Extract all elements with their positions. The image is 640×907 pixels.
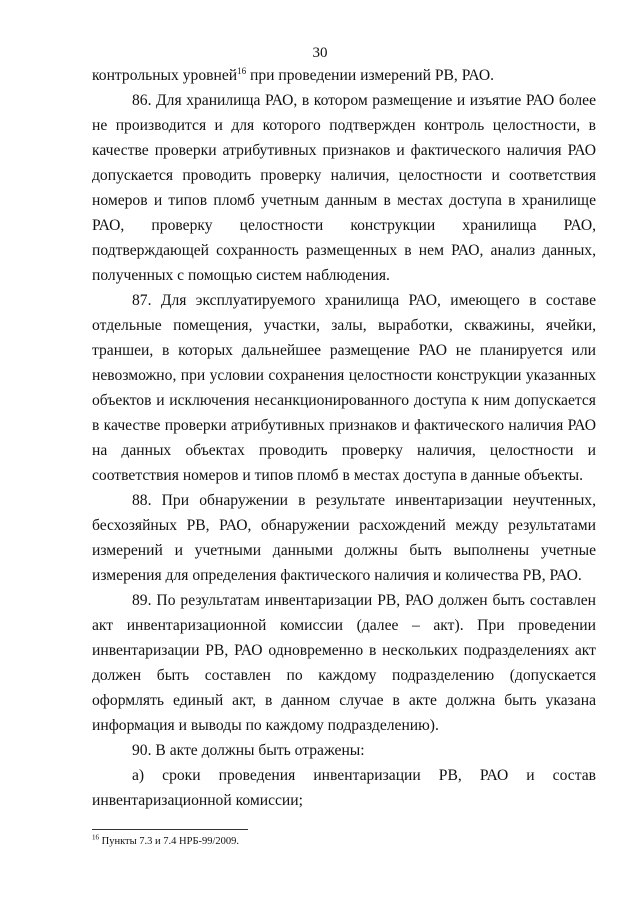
page-number: 30 bbox=[312, 45, 328, 61]
continuation-text-end: при проведении измерений РВ, РАО. bbox=[246, 67, 495, 84]
footnote bbox=[92, 835, 596, 849]
footnote-reference[interactable]: 16 bbox=[237, 65, 247, 76]
paragraph-86: 86. Для хранилища РАО, в котором размещение и изъятие РАО более не производится и для которого подтвержден контроль целостности, в качестве проверки атрибутивных признаков и фактического наличия РАО допускается проводить проверку наличия, целостности и соответствия номеров и типов пломб учетным данным в местах доступа в хранилище РАО, проверку целостности конструкции хранилища РАО, подтверждающей сохранность размещенных в нем РАО, анализ данных, полученных с помощью систем наблюдения. bbox=[92, 92, 596, 284]
footnote-separator bbox=[92, 829, 248, 830]
footnote-marker: 16 bbox=[92, 833, 99, 842]
paragraph-90-item-a: а) сроки проведения инвентаризации РВ, РАО и состав инвентаризационной комиссии; bbox=[92, 767, 596, 809]
paragraph-87: 87. Для эксплуатируемого хранилища РАО, имеющего в составе отдельные помещения, участки, залы, выработки, скважины, ячейки, траншеи, в которых дальнейшее размещение РАО не планируется или невозможно, при условии сохранения целостности конструкции указанных объектов и исключения несанкционированного доступа к ним допускается в качестве проверки атрибутивных признаков и фактического наличия РАО на данных объектах проводить проверку наличия, целостности и соответствия номеров и типов пломб в местах доступа в данные объекты. bbox=[92, 292, 596, 484]
continuation-text: контрольных уровней bbox=[92, 67, 238, 84]
document-body bbox=[92, 63, 596, 813]
paragraph-89: 89. По результатам инвентаризации РВ, РАО должен быть составлен акт инвентаризационной комиссии (далее – акт). При проведении инвентаризации РВ, РАО одновременно в нескольких подразделениях акт должен быть составлен по каждому подразделению (допускается оформлять единый акт, в данном случае в акте должна быть указана информация и выводы по каждому подразделению). bbox=[92, 592, 596, 734]
paragraph-88: 88. При обнаружении в результате инвентаризации неучтенных, бесхозяйных РВ, РАО, обнаружении расхождений между результатами измерений и учетными данными должны быть выполнены учетные измерения для определения фактического наличия и количества РВ, РАО. bbox=[92, 492, 596, 584]
continuation-line bbox=[92, 63, 596, 88]
paragraph-90: 90. В акте должны быть отражены: bbox=[132, 742, 365, 759]
footnote-text: Пункты 7.3 и 7.4 НРБ-99/2009. bbox=[99, 836, 240, 847]
